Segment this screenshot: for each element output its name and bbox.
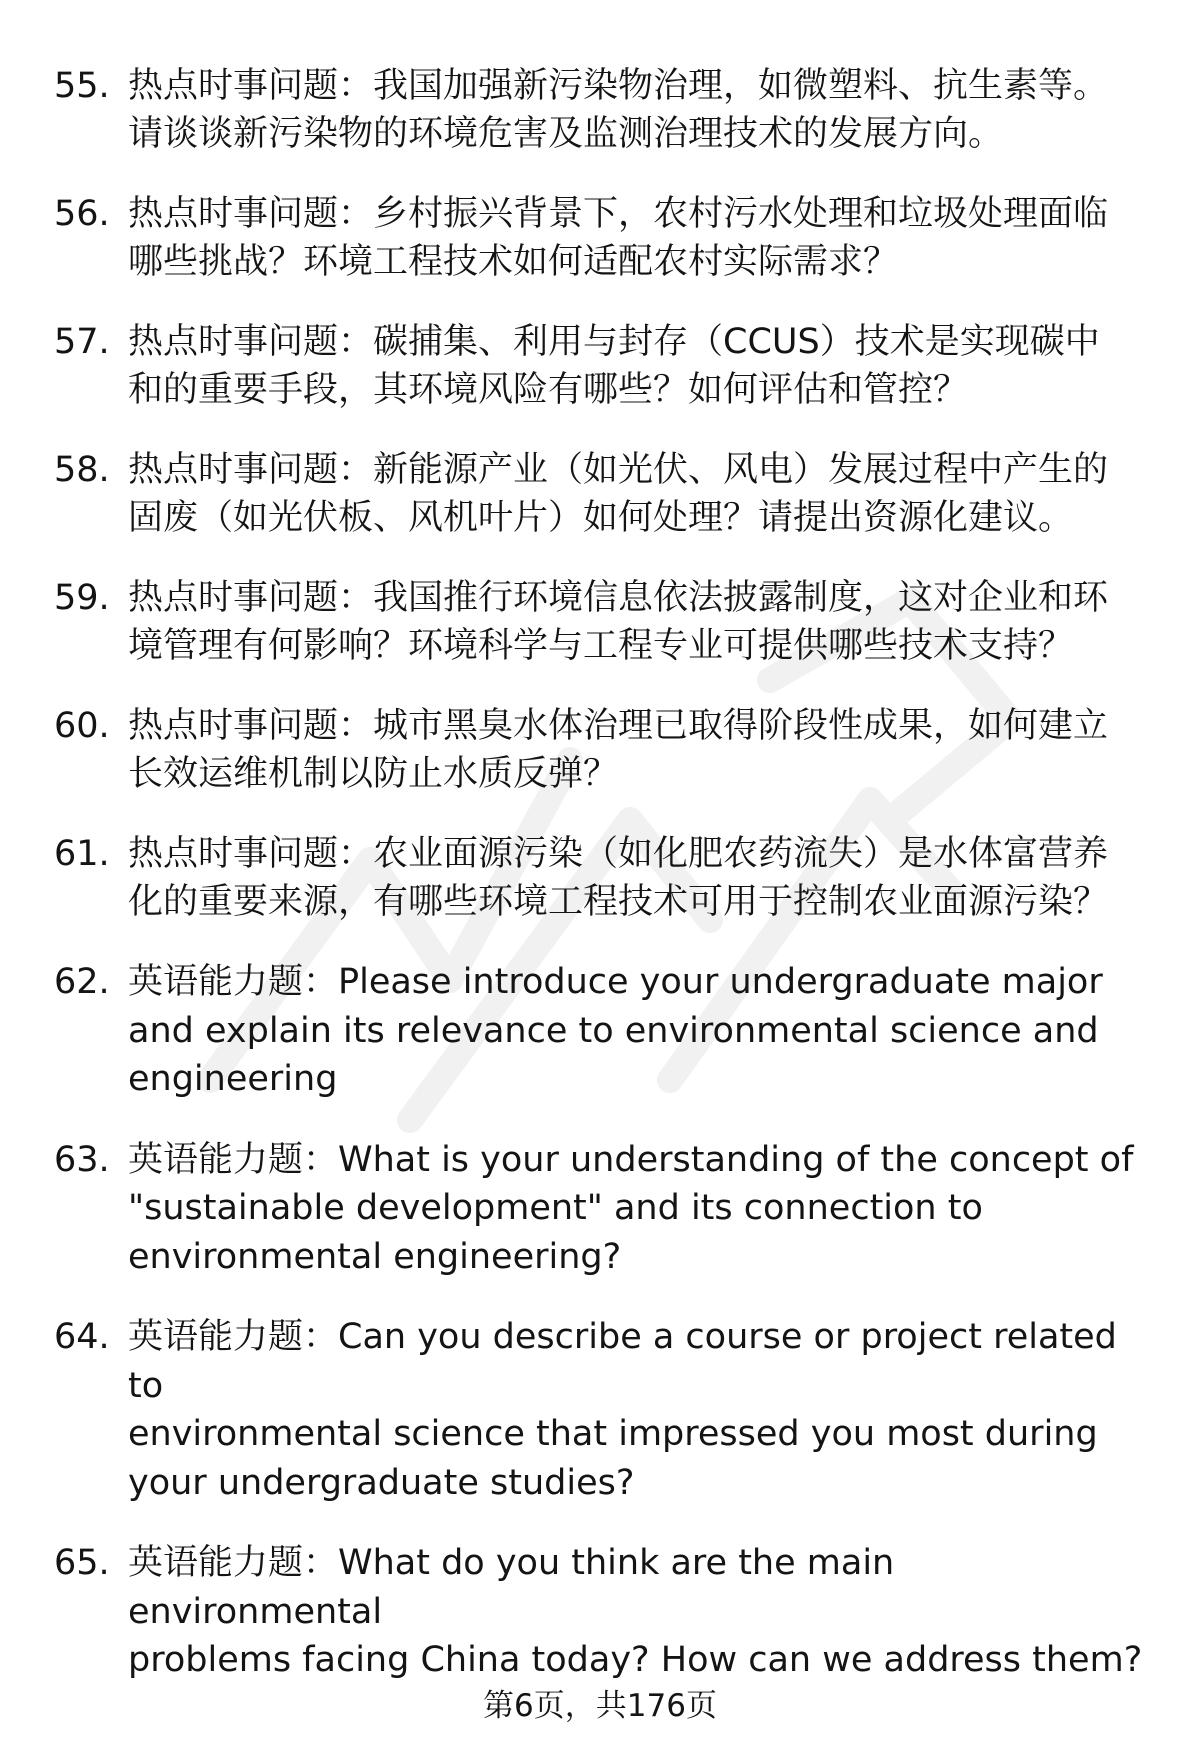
- question-number: 65.: [54, 1543, 110, 1583]
- question-text: 英语能力题：Can you describe a course or project related to environmental science that impressed you most during your undergraduate studies?: [128, 1317, 1117, 1503]
- question-text: 英语能力题：What do you think are the main environmental problems facing China today? How can we address them?: [128, 1543, 1143, 1680]
- question-item-57: [54, 318, 1154, 414]
- question-text: 英语能力题：Please introduce your undergraduate major and explain its relevance to environmental science and engineering: [128, 962, 1103, 1099]
- question-number: 61.: [54, 834, 110, 874]
- question-list: [54, 62, 1154, 1717]
- question-text: 热点时事问题：农业面源污染（如化肥农药流失）是水体富营养 化的重要来源，有哪些环境工程技术可用于控制农业面源污染？: [128, 834, 1109, 922]
- question-item-59: [54, 574, 1154, 670]
- question-item-58: [54, 446, 1154, 542]
- question-number: 59.: [54, 578, 110, 618]
- question-text: 热点时事问题：乡村振兴背景下，农村污水处理和垃圾处理面临 哪些挑战？环境工程技术如何适配农村实际需求？: [128, 194, 1109, 282]
- question-number: 55.: [54, 66, 110, 106]
- page-number-footer: 第6页，共176页: [483, 1688, 717, 1724]
- question-number: 64.: [54, 1317, 110, 1357]
- question-item-64: [54, 1313, 1154, 1507]
- question-text: 热点时事问题：新能源产业（如光伏、风电）发展过程中产生的 固废（如光伏板、风机叶片）如何处理？请提出资源化建议。: [128, 450, 1109, 538]
- question-text: 热点时事问题：城市黑臭水体治理已取得阶段性成果，如何建立 长效运维机制以防止水质反弹？: [128, 706, 1109, 794]
- question-number: 60.: [54, 706, 110, 746]
- question-number: 62.: [54, 962, 110, 1002]
- question-text: 热点时事问题：碳捕集、利用与封存（CCUS）技术是实现碳中 和的重要手段，其环境风险有哪些？如何评估和管控？: [128, 322, 1100, 410]
- question-number: 56.: [54, 194, 110, 234]
- question-number: 57.: [54, 322, 110, 362]
- question-number: 58.: [54, 450, 110, 490]
- question-item-63: [54, 1136, 1154, 1282]
- question-text: 热点时事问题：我国推行环境信息依法披露制度，这对企业和环 境管理有何影响？环境科学与工程专业可提供哪些技术支持？: [128, 578, 1109, 666]
- question-text: 热点时事问题：我国加强新污染物治理，如微塑料、抗生素等。 请谈谈新污染物的环境危害及监测治理技术的发展方向。: [128, 66, 1109, 154]
- question-item-60: [54, 702, 1154, 798]
- question-item-55: [54, 62, 1154, 158]
- question-item-61: [54, 830, 1154, 926]
- question-item-65: [54, 1539, 1154, 1685]
- question-item-56: [54, 190, 1154, 286]
- question-number: 63.: [54, 1139, 110, 1180]
- question-text: 英语能力题：What is your understanding of the concept of "sustainable development" and its connection to environmental engineering?: [128, 1139, 1134, 1277]
- question-item-62: [54, 958, 1154, 1104]
